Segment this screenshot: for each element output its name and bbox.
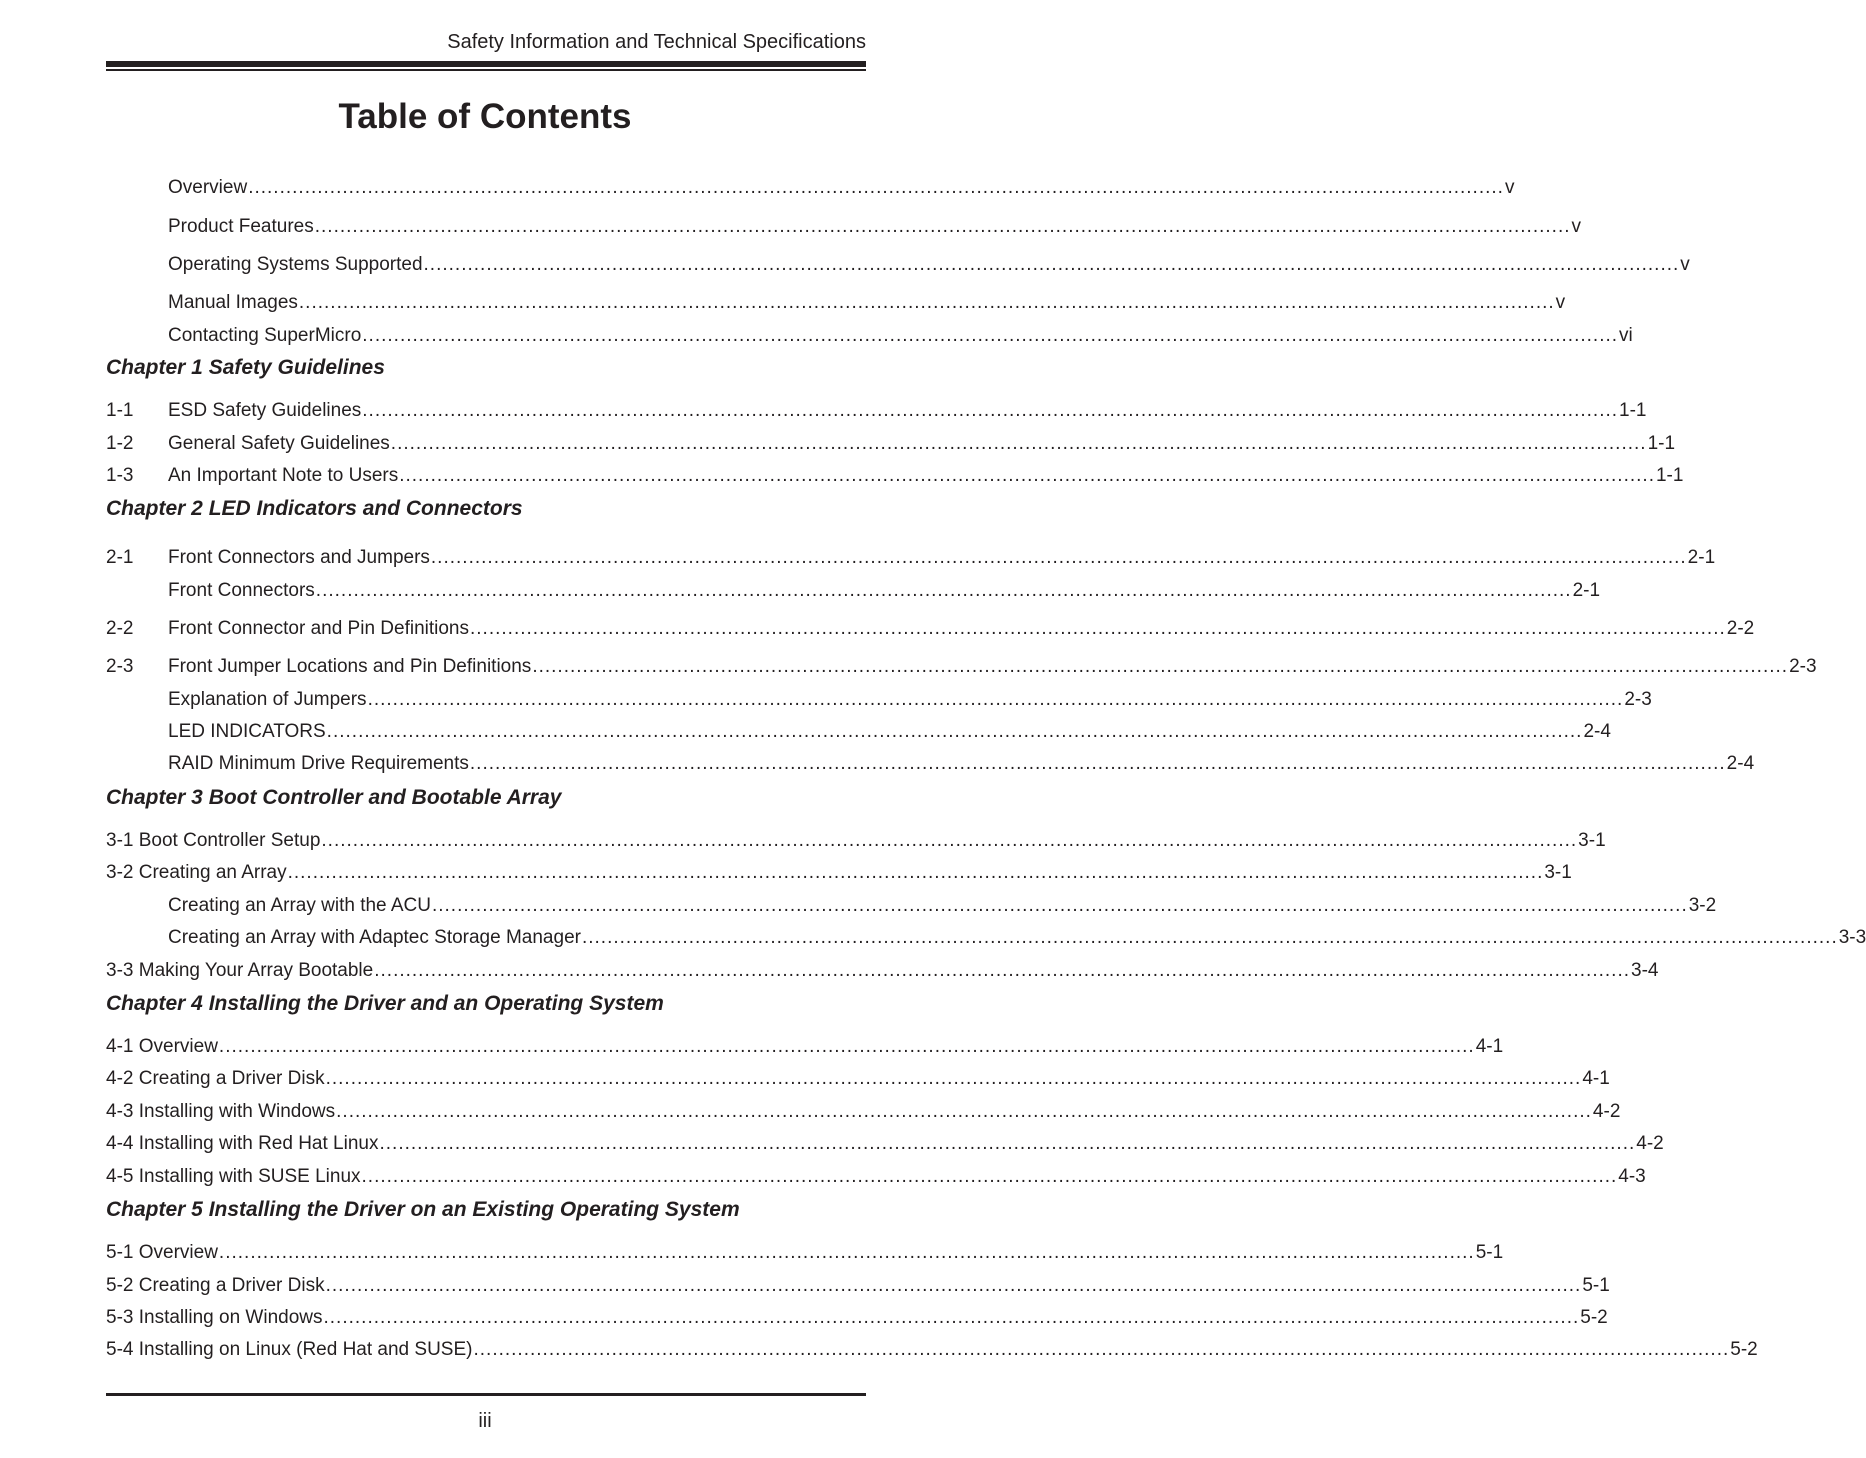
dot-leader: ........................................................................................................................................................................................................ xyxy=(469,753,1726,774)
toc-entry-label: 3-1 Boot Controller Setup xyxy=(106,830,321,851)
toc-entry-label: Creating an Array with Adaptec Storage Manager xyxy=(168,927,581,948)
toc-entry-page: 1-1 xyxy=(1647,433,1676,454)
toc-entry-label: An Important Note to Users xyxy=(168,465,399,486)
toc-entry-label: LED INDICATORS xyxy=(168,721,326,742)
toc-entry-label: Contacting SuperMicro xyxy=(168,325,362,346)
toc-entry-label: Front Connectors xyxy=(168,580,315,601)
toc-entry-label: Front Jumper Locations and Pin Definitions xyxy=(168,656,532,677)
toc-entry-product-features[interactable] xyxy=(106,214,1582,240)
toc-entry-label: 5-3 Installing on Windows xyxy=(106,1307,323,1328)
dot-leader: ........................................................................................................................................................................................................ xyxy=(430,547,1687,568)
dot-leader: ........................................................................................................................................................................................................ xyxy=(218,1036,1475,1057)
toc-entry-page: 4-2 xyxy=(1592,1101,1621,1122)
dot-leader: ........................................................................................................................................................................................................ xyxy=(470,618,1726,639)
dot-leader: ........................................................................................................................................................................................................ xyxy=(399,465,1655,486)
dot-leader: ........................................................................................................................................................................................................ xyxy=(361,1166,1618,1187)
toc-entry-label: 4-4 Installing with Red Hat Linux xyxy=(106,1133,379,1154)
toc-entry-page: v xyxy=(1504,177,1515,198)
toc-entry-page: 3-2 xyxy=(1688,895,1717,916)
dot-leader: ........................................................................................................................................................................................................ xyxy=(423,254,1680,275)
chapter-heading-1[interactable]: Chapter 1 Safety Guidelines xyxy=(106,356,385,379)
toc-entry[interactable] xyxy=(106,719,1611,745)
dot-leader: ........................................................................................................................................................................................................ xyxy=(532,656,1789,677)
toc-entry-label: 3-3 Making Your Array Bootable xyxy=(106,960,374,981)
toc-entry[interactable] xyxy=(106,751,1755,777)
toc-entry-page: 2-2 xyxy=(1726,618,1755,639)
dot-leader: ........................................................................................................................................................................................................ xyxy=(390,433,1647,454)
toc-entry-page: 5-2 xyxy=(1580,1307,1608,1328)
dot-leader: ........................................................................................................................................................................................................ xyxy=(374,960,1630,981)
toc-entry[interactable] xyxy=(106,1305,1608,1331)
dot-leader: ........................................................................................................................................................................................................ xyxy=(379,1133,1636,1154)
dot-leader: ........................................................................................................................................................................................................ xyxy=(287,862,1544,883)
toc-entry-label: 4-3 Installing with Windows xyxy=(106,1101,336,1122)
toc-entry-label: Product Features xyxy=(168,216,314,237)
toc-entry-label: 4-5 Installing with SUSE Linux xyxy=(106,1166,361,1187)
toc-entry-label: General Safety Guidelines xyxy=(168,433,390,454)
toc-entry-page: 1-1 xyxy=(1655,465,1684,486)
dot-leader: ........................................................................................................................................................................................................ xyxy=(367,689,1624,710)
toc-entry-label: Front Connectors and Jumpers xyxy=(168,547,430,568)
toc-entry[interactable] xyxy=(106,545,1716,571)
toc-entry[interactable] xyxy=(106,578,1601,604)
toc-entry-page: 5-1 xyxy=(1582,1275,1610,1296)
toc-entry-label: Creating an Array with the ACU xyxy=(168,895,431,916)
toc-entry-page: 4-1 xyxy=(1582,1068,1610,1089)
toc-entry-manual-images[interactable] xyxy=(106,290,1566,316)
page-number: iii xyxy=(478,1410,492,1432)
toc-entry-label: Explanation of Jumpers xyxy=(168,689,367,710)
toc-entry-label: Overview xyxy=(168,177,248,198)
toc-entry-page: 3-1 xyxy=(1578,830,1606,851)
toc-entry-page: v xyxy=(1555,292,1566,313)
toc-entry[interactable] xyxy=(106,463,1684,489)
toc-entry[interactable] xyxy=(106,398,1647,424)
dot-leader: ........................................................................................................................................................................................................ xyxy=(315,580,1572,601)
dot-leader: ........................................................................................................................................................................................................ xyxy=(323,1307,1580,1328)
toc-entry-number: 1-1 xyxy=(106,400,134,421)
toc-entry-label: ESD Safety Guidelines xyxy=(168,400,362,421)
toc-entry[interactable] xyxy=(106,893,1717,919)
toc-entry[interactable] xyxy=(106,687,1652,713)
toc-entry[interactable] xyxy=(106,925,1866,951)
toc-entry-operating-systems[interactable] xyxy=(106,252,1690,278)
toc-entry-number: 1-2 xyxy=(106,433,134,454)
toc-entry-label: Operating Systems Supported xyxy=(168,254,423,275)
toc-entry[interactable] xyxy=(106,1273,1610,1299)
chapter-heading-3[interactable]: Chapter 3 Boot Controller and Bootable Array xyxy=(106,786,562,809)
dot-leader: ........................................................................................................................................................................................................ xyxy=(248,177,1504,198)
dot-leader: ........................................................................................................................................................................................................ xyxy=(314,216,1571,237)
toc-entry-label: 4-2 Creating a Driver Disk xyxy=(106,1068,325,1089)
toc-entry-page: vi xyxy=(1619,325,1633,346)
dot-leader: ........................................................................................................................................................................................................ xyxy=(473,1339,1730,1360)
toc-entry[interactable] xyxy=(106,828,1606,854)
toc-entry-page: 2-1 xyxy=(1687,547,1716,568)
dot-leader: ........................................................................................................................................................................................................ xyxy=(581,927,1838,948)
toc-entry-contacting-supermicro[interactable] xyxy=(106,323,1633,349)
toc-entry-label: Manual Images xyxy=(168,292,298,313)
toc-entry-page: 2-3 xyxy=(1624,689,1652,710)
toc-entry[interactable] xyxy=(106,1164,1646,1190)
toc-entry-page: 2-1 xyxy=(1572,580,1601,601)
toc-entry-overview[interactable] xyxy=(106,175,1515,201)
table-of-contents xyxy=(106,0,1866,1400)
running-header: Safety Information and Technical Specifications xyxy=(447,31,866,53)
toc-entry-label: Front Connector and Pin Definitions xyxy=(168,618,469,639)
toc-entry-page: 5-2 xyxy=(1730,1339,1758,1360)
toc-entry-label: 5-2 Creating a Driver Disk xyxy=(106,1275,325,1296)
dot-leader: ........................................................................................................................................................................................................ xyxy=(431,895,1688,916)
toc-entry-page: v xyxy=(1571,216,1582,237)
dot-leader: ........................................................................................................................................................................................................ xyxy=(336,1101,1592,1122)
toc-entry[interactable] xyxy=(106,1131,1664,1157)
toc-entry-page: 2-4 xyxy=(1583,721,1611,742)
dot-leader: ........................................................................................................................................................................................................ xyxy=(298,292,1555,313)
toc-entry-label: 4-1 Overview xyxy=(106,1036,218,1057)
toc-entry[interactable] xyxy=(106,431,1676,457)
toc-entry[interactable] xyxy=(106,1240,1504,1266)
toc-entry-page: 2-3 xyxy=(1789,656,1817,677)
dot-leader: ........................................................................................................................................................................................................ xyxy=(218,1242,1475,1263)
toc-entry-number: 2-1 xyxy=(106,547,134,568)
toc-entry[interactable] xyxy=(106,860,1572,886)
toc-entry-number: 2-2 xyxy=(106,618,134,639)
dot-leader: ........................................................................................................................................................................................................ xyxy=(325,1068,1582,1089)
chapter-heading-4[interactable]: Chapter 4 Installing the Driver and an Operating System xyxy=(106,992,664,1015)
toc-entry-label: 5-4 Installing on Linux (Red Hat and SUSE) xyxy=(106,1339,473,1360)
toc-entry-page: 5-1 xyxy=(1475,1242,1504,1263)
toc-entry-page: v xyxy=(1680,254,1690,275)
dot-leader: ........................................................................................................................................................................................................ xyxy=(321,830,1578,851)
chapter-heading-5[interactable]: Chapter 5 Installing the Driver on an Existing Operating System xyxy=(106,1198,740,1221)
toc-entry-page: 3-3 xyxy=(1838,927,1866,948)
toc-entry-page: 1-1 xyxy=(1619,400,1647,421)
toc-entry-label: RAID Minimum Drive Requirements xyxy=(168,753,469,774)
toc-entry[interactable] xyxy=(106,616,1755,642)
toc-entry-number: 1-3 xyxy=(106,465,134,486)
toc-entry-page: 4-2 xyxy=(1636,1133,1664,1154)
toc-entry-page: 4-1 xyxy=(1475,1036,1504,1057)
dot-leader: ........................................................................................................................................................................................................ xyxy=(362,400,1619,421)
toc-entry[interactable] xyxy=(106,1099,1621,1125)
chapter-heading-2[interactable]: Chapter 2 LED Indicators and Connectors xyxy=(106,497,523,520)
toc-entry-page: 2-4 xyxy=(1726,753,1755,774)
toc-entry-page: 3-1 xyxy=(1544,862,1572,883)
dot-leader: ........................................................................................................................................................................................................ xyxy=(362,325,1619,346)
toc-entry[interactable] xyxy=(106,1066,1610,1092)
page-title: Table of Contents xyxy=(338,97,632,136)
toc-entry-page: 4-3 xyxy=(1618,1166,1646,1187)
toc-entry-page: 3-4 xyxy=(1631,960,1659,981)
dot-leader: ........................................................................................................................................................................................................ xyxy=(325,1275,1582,1296)
toc-entry-number: 2-3 xyxy=(106,656,134,677)
toc-entry[interactable] xyxy=(106,958,1659,984)
toc-entry-label: 3-2 Creating an Array xyxy=(106,862,287,883)
toc-entry-label: 5-1 Overview xyxy=(106,1242,218,1263)
toc-entry[interactable] xyxy=(106,1337,1758,1363)
footer-rule xyxy=(106,1393,866,1396)
toc-entry[interactable] xyxy=(106,654,1817,680)
toc-entry[interactable] xyxy=(106,1034,1504,1060)
dot-leader: ........................................................................................................................................................................................................ xyxy=(326,721,1583,742)
